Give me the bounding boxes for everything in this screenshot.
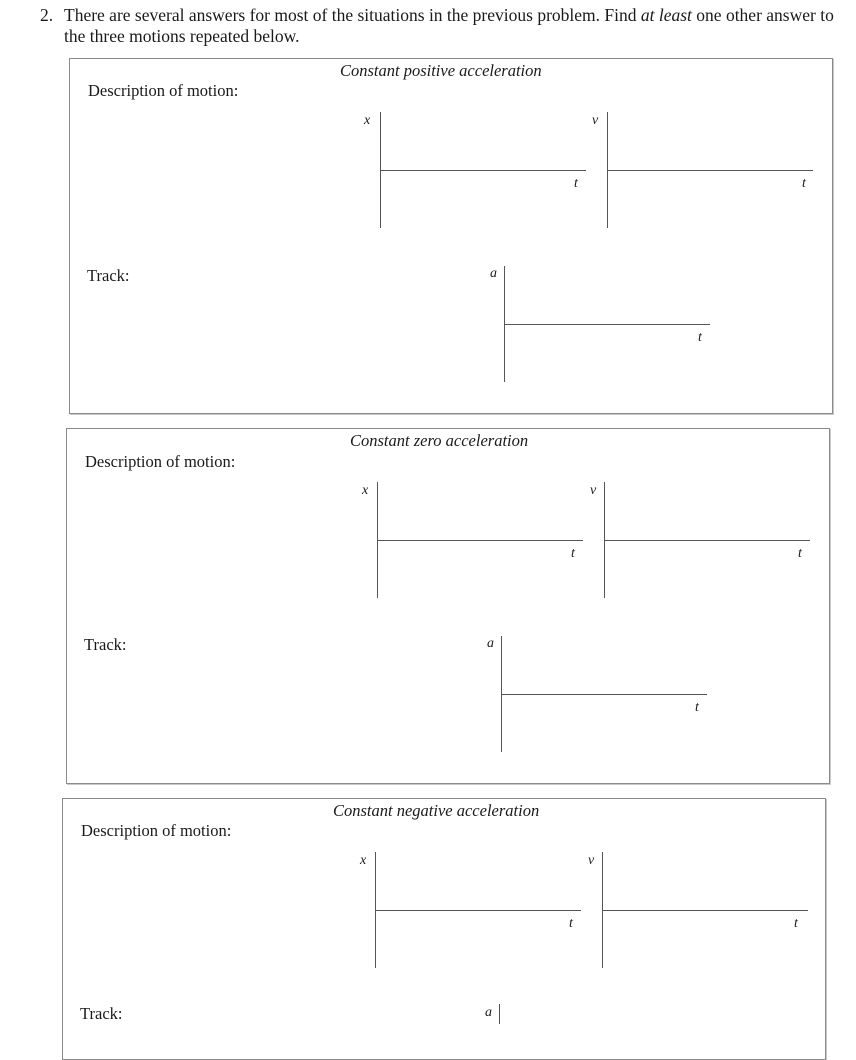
description-label-3: Description of motion: [81,821,232,840]
a-graph-vertical-axis-3 [499,1004,500,1024]
v-graph-t-label-3: t [794,916,798,931]
a-axis-label-2: a [487,636,494,651]
a-graph-t-label-1: t [698,330,702,345]
description-label-2: Description of motion: [85,452,236,471]
v-axis-label-3: v [588,853,595,868]
x-graph-t-label-3: t [569,916,573,931]
problem-text-emphasis: at least [640,5,692,25]
v-graph-t-label-2: t [798,546,802,561]
motion-title-2: Constant zero acceleration [350,431,529,450]
problem-text-part2: one other answer to the three motions repeated below. [64,5,834,46]
x-axis-label-1: x [364,113,371,128]
problem-number: 2. [40,5,54,25]
v-axis-label-1: v [592,113,599,128]
x-axis-label-2: x [362,483,369,498]
x-graph-time-axis-1 [380,170,586,171]
motion-box-1 [69,58,833,414]
track-label-3: Track: [80,1004,123,1023]
problem-text-part1: There are several answers for most of the situations in the previous problem. Find [64,5,641,25]
track-label-1: Track: [87,266,130,285]
motion-box-2 [66,428,830,784]
motion-title-1: Constant positive acceleration [340,61,542,80]
a-axis-label-1: a [490,266,497,281]
x-axis-label-3: x [360,853,367,868]
a-graph-t-label-2: t [695,700,699,715]
v-graph-time-axis-2 [604,540,810,541]
v-graph-time-axis-3 [602,910,808,911]
x-graph-t-label-1: t [574,176,578,191]
v-axis-label-2: v [590,483,597,498]
x-graph-time-axis-2 [377,540,583,541]
x-graph-t-label-2: t [571,546,575,561]
v-graph-time-axis-1 [607,170,813,171]
x-graph-time-axis-3 [375,910,581,911]
motion-title-3: Constant negative acceleration [333,801,540,820]
track-label-2: Track: [84,635,127,654]
a-axis-label-3: a [485,1005,492,1020]
description-label-1: Description of motion: [88,81,239,100]
a-graph-time-axis-2 [501,694,707,695]
a-graph-time-axis-1 [504,324,710,325]
problem-text [64,5,834,47]
v-graph-t-label-1: t [802,176,806,191]
